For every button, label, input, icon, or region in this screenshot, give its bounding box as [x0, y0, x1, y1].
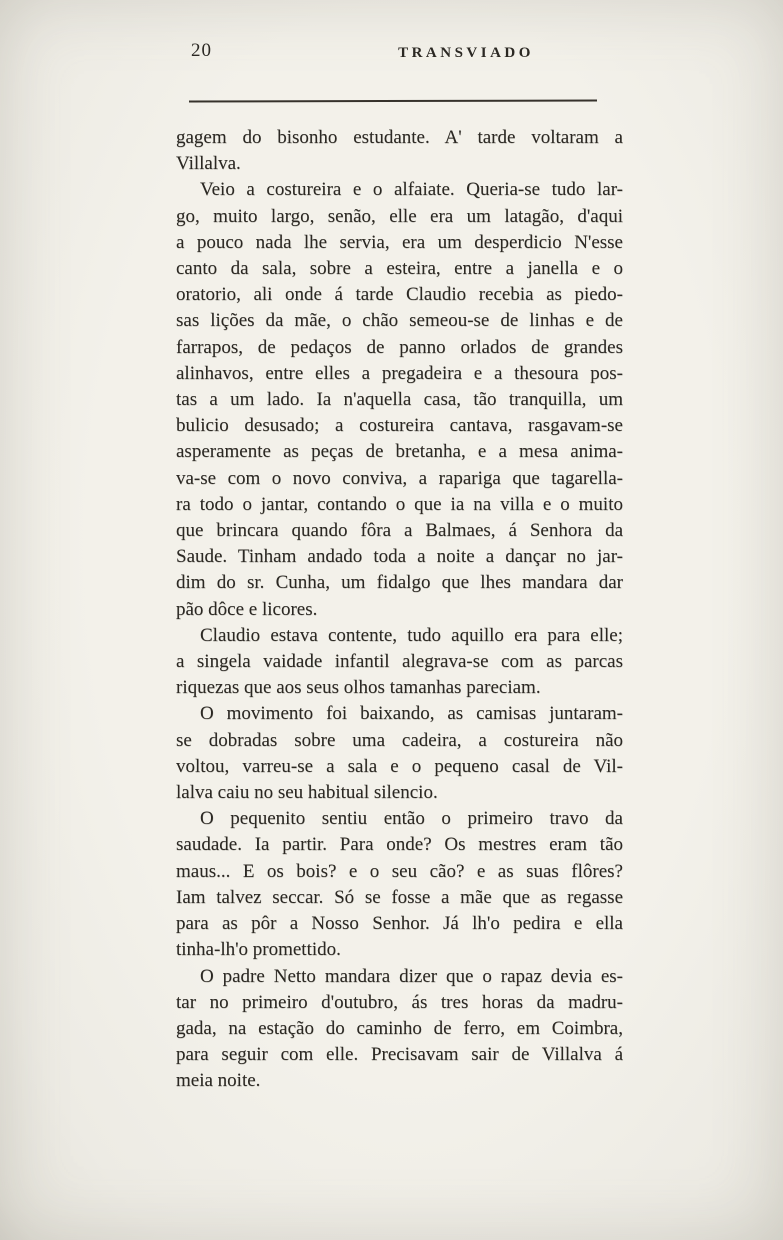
text-line: tinha-lh'o promettido.	[176, 939, 341, 961]
text-line: riquezas que aos seus olhos tamanhas pareciam.	[176, 677, 541, 699]
text-line: para seguir com elle. Precisavam sair de Villalva á	[176, 1044, 623, 1066]
text-line: pão dôce e licores.	[176, 598, 318, 620]
text-block	[176, 125, 623, 1095]
text-line: tas a um lado. Ia n'aquella casa, tão tranquilla, um	[176, 389, 623, 411]
paragraph	[176, 964, 623, 1095]
text-line: gagem do bisonho estudante. A' tarde voltaram a	[176, 127, 623, 148]
text-line: Claudio estava contente, tudo aquillo era para elle;	[200, 624, 623, 646]
text-line: maus... E os bois? e o seu cão? e as suas flôres?	[176, 860, 623, 882]
text-line: meia noite.	[176, 1070, 261, 1092]
text-line: alinhavos, entre elles a pregadeira e a thesoura pos-	[176, 362, 623, 384]
text-line: va-se com o novo conviva, a rapariga que tagarella-	[176, 467, 623, 489]
text-line: que brincara quando fôra a Balmaes, á Senhora da	[176, 520, 623, 542]
text-line: O padre Netto mandara dizer que o rapaz devia es-	[200, 965, 623, 987]
text-line: go, muito largo, senão, elle era um latagão, d'aqui	[176, 205, 623, 227]
paragraph	[176, 701, 623, 806]
text-line: ra todo o jantar, contando o que ia na villa e o muito	[176, 493, 623, 515]
text-line: farrapos, de pedaços de panno orlados de grandes	[176, 336, 623, 358]
running-title: TRANSVIADO	[398, 45, 534, 61]
text-line: dim do sr. Cunha, um fidalgo que lhes mandara dar	[176, 572, 623, 594]
text-line: O movimento foi baixando, as camisas juntaram-	[200, 703, 623, 725]
page-header	[0, 0, 783, 110]
text-line: se dobradas sobre uma cadeira, a costureira não	[176, 729, 623, 751]
text-line: asperamente as peças de bretanha, e a mesa anima-	[176, 441, 623, 463]
text-line: sas lições da mãe, o chão semeou-se de linhas e de	[176, 310, 623, 332]
text-line: voltou, varreu-se a sala e o pequeno casal de Vil-	[176, 755, 623, 777]
paragraph	[176, 177, 623, 622]
paragraph	[176, 125, 623, 177]
text-line: canto da sala, sobre a esteira, entre a janella e o	[176, 258, 623, 280]
text-line: oratorio, ali onde á tarde Claudio recebia as piedo-	[176, 284, 623, 306]
paragraph	[176, 623, 623, 702]
text-line: a pouco nada lhe servia, era um desperdicio N'esse	[176, 231, 623, 253]
text-line: O pequenito sentiu então o primeiro travo da	[200, 808, 623, 830]
text-line: bulicio desusado; a costureira cantava, rasgavam-se	[176, 415, 623, 437]
text-line: Villalva.	[176, 153, 241, 175]
text-line: saudade. Ia partir. Para onde? Os mestres eram tão	[176, 834, 623, 856]
text-line: para as pôr a Nosso Senhor. Já lh'o pedira e ella	[176, 913, 623, 935]
text-line: Saude. Tinham andado toda a noite a dançar no jar-	[176, 546, 623, 568]
text-line: tar no primeiro d'outubro, ás tres horas da madru-	[176, 991, 623, 1013]
paragraph	[176, 806, 623, 963]
text-line: Iam talvez seccar. Só se fosse a mãe que as regasse	[176, 886, 623, 908]
text-line: lalva caiu no seu habitual silencio.	[176, 782, 438, 804]
text-line: gada, na estação do caminho de ferro, em Coimbra,	[176, 1017, 623, 1039]
text-line: a singela vaidade infantil alegrava-se com as parcas	[176, 651, 623, 673]
page-number: 20	[191, 40, 212, 61]
text-line: Veio a costureira e o alfaiate. Queria-se tudo lar-	[200, 179, 623, 201]
